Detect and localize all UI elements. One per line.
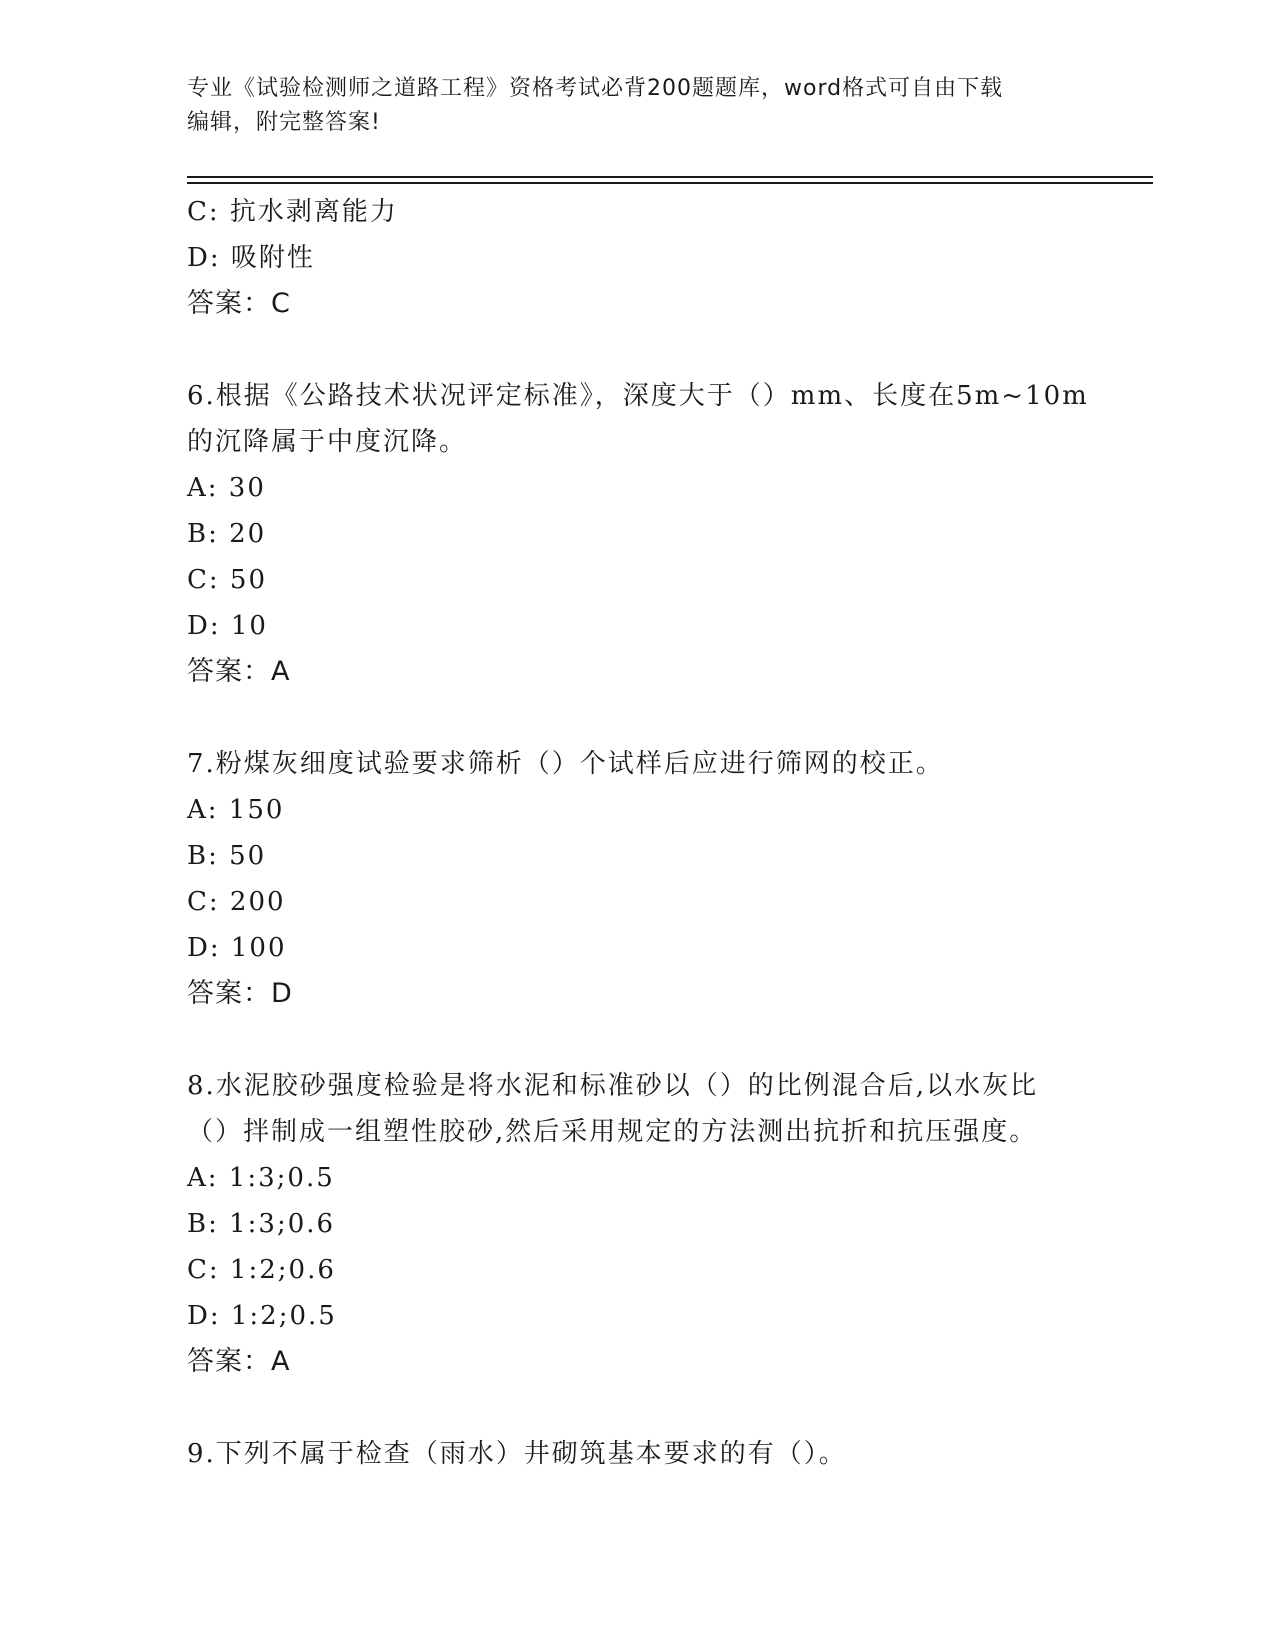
answer-line: 答案：C [187, 288, 291, 319]
option-d: D: 1:2;0.5 [187, 1301, 337, 1331]
header-divider-bottom [187, 182, 1153, 184]
document-header [187, 72, 1087, 140]
question-5-tail [187, 189, 1087, 327]
option-d: D: 10 [187, 611, 268, 641]
spacer [187, 327, 1087, 373]
option-c: C: 200 [187, 887, 286, 917]
option-b: B: 1:3;0.6 [187, 1209, 336, 1239]
question-8 [187, 1063, 1087, 1385]
header-divider-top [187, 176, 1153, 178]
question-stem-continued: 的沉降属于中度沉降。 [187, 427, 468, 457]
option-c: C: 抗水剥离能力 [187, 197, 398, 227]
option-a: A: 150 [187, 795, 285, 825]
question-7 [187, 741, 1087, 1017]
option-d: D: 吸附性 [187, 243, 315, 273]
option-a: A: 30 [187, 473, 266, 503]
header-line-1: 专业《试验检测师之道路工程》资格考试必背200题题库，word格式可自由下载 [187, 76, 1004, 101]
spacer [187, 1385, 1087, 1431]
question-stem: 6.根据《公路技术状况评定标准》，深度大于（）mm、长度在5m~10m [187, 381, 1089, 411]
question-6 [187, 373, 1087, 695]
spacer [187, 695, 1087, 741]
option-b: B: 50 [187, 841, 267, 871]
question-stem: 7.粉煤灰细度试验要求筛析（）个试样后应进行筛网的校正。 [187, 749, 944, 779]
question-stem: 9.下列不属于检查（雨水）井砌筑基本要求的有（）。 [187, 1439, 847, 1469]
option-b: B: 20 [187, 519, 267, 549]
question-stem-continued: （）拌制成一组塑性胶砂,然后采用规定的方法测出抗折和抗压强度。 [187, 1117, 1038, 1147]
option-d: D: 100 [187, 933, 287, 963]
answer-line: 答案：A [187, 1346, 291, 1377]
option-a: A: 1:3;0.5 [187, 1163, 335, 1193]
answer-line: 答案：D [187, 978, 293, 1009]
question-content [187, 189, 1087, 1477]
question-stem: 8.水泥胶砂强度检验是将水泥和标准砂以（）的比例混合后,以水灰比 [187, 1071, 1039, 1101]
option-c: C: 50 [187, 565, 268, 595]
option-c: C: 1:2;0.6 [187, 1255, 336, 1285]
header-line-2: 编辑，附完整答案! [187, 110, 381, 135]
question-9 [187, 1431, 1087, 1477]
spacer [187, 1017, 1087, 1063]
answer-line: 答案：A [187, 656, 291, 687]
